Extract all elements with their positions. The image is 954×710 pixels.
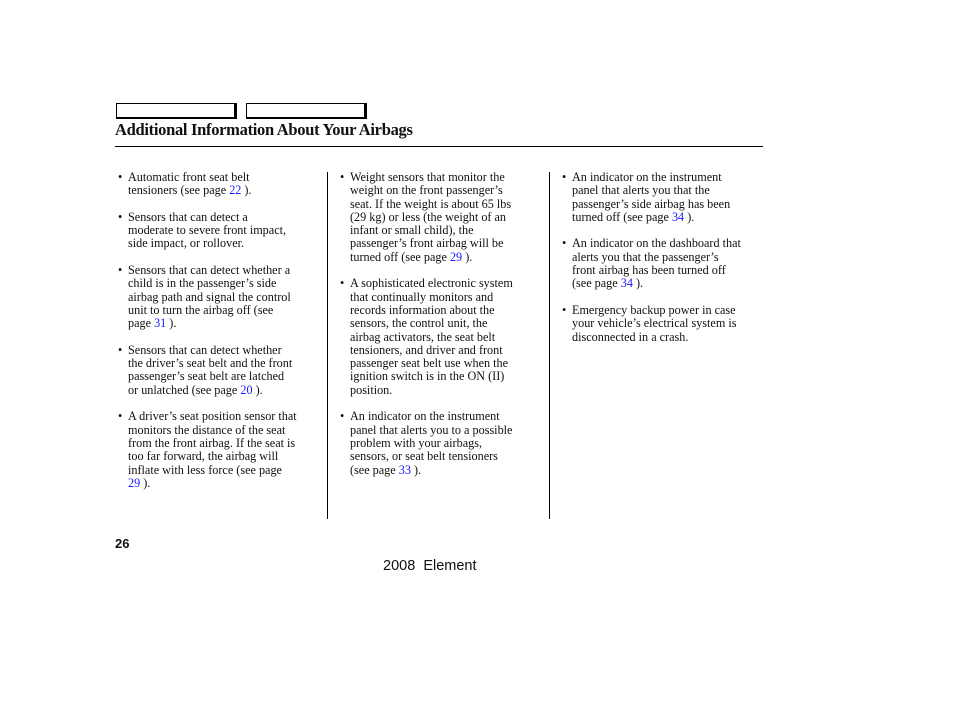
page-link[interactable]: 33: [398, 462, 411, 477]
line-text: the driver’s seat belt and the front: [128, 356, 293, 371]
line-text: Weight sensors that monitor the: [350, 170, 505, 184]
line-text-after: ).: [241, 183, 252, 198]
line-text: (see page: [572, 276, 621, 291]
text-line: [572, 317, 765, 330]
text-line: [572, 277, 765, 290]
footer-model: 2008 Element: [383, 558, 477, 574]
list-item: [562, 237, 765, 290]
line-text: passenger’s seat belt are latched: [128, 369, 285, 384]
text-line: [128, 211, 318, 224]
line-text: page: [128, 316, 155, 331]
line-text-after: ).: [410, 462, 422, 477]
page-link[interactable]: 31: [154, 316, 167, 331]
text-line: [128, 384, 318, 397]
line-text: too far forward, the airbag will: [128, 449, 279, 464]
text-line: [350, 357, 540, 370]
line-text: turned off (see page: [572, 209, 672, 224]
text-line: [128, 317, 318, 330]
line-text: position.: [350, 382, 393, 397]
text-line: [350, 410, 540, 423]
text-line: [350, 237, 540, 250]
text-line: [128, 450, 318, 463]
text-line: [350, 450, 540, 463]
text-line: [128, 344, 318, 357]
line-text: tensioners, and driver and front: [350, 342, 503, 357]
line-text: child is in the passenger’s side: [128, 276, 277, 291]
line-text: turned off (see page: [350, 249, 450, 264]
text-line: [350, 184, 540, 197]
text-line: [128, 410, 318, 423]
text-line: [350, 224, 540, 237]
title-rule: [115, 146, 763, 147]
text-line: [350, 211, 540, 224]
page-link[interactable]: 29: [449, 249, 463, 264]
list-item: [118, 344, 318, 397]
bullet-mark: •: [562, 302, 567, 317]
line-text: disconnected in a crash.: [572, 329, 689, 344]
line-text: inflate with less force (see page: [128, 462, 282, 477]
text-line: [572, 251, 765, 264]
line-text: (29 kg) or less (the weight of an: [350, 209, 507, 224]
line-text: (see page: [350, 462, 399, 477]
text-line: [128, 477, 318, 490]
line-text-after: ).: [166, 316, 177, 331]
text-line: [128, 291, 318, 304]
column-divider: [549, 172, 550, 519]
text-line: [128, 277, 318, 290]
bullet-mark: •: [118, 263, 123, 278]
line-text: panel that alerts you to a possible: [350, 422, 513, 437]
line-text: Sensors that can detect whether: [128, 342, 282, 357]
line-text: records information about the: [350, 302, 495, 317]
text-line: [350, 464, 540, 477]
text-line: [350, 171, 540, 184]
bullet-mark: •: [118, 170, 123, 184]
prev-nav-button[interactable]: [116, 103, 237, 119]
text-line: [350, 331, 540, 344]
text-line: [572, 331, 765, 344]
text-line: [350, 317, 540, 330]
list-item: [118, 410, 318, 490]
line-text: ignition switch is in the ON (II): [350, 369, 505, 384]
page-link[interactable]: 29: [128, 475, 141, 490]
line-text: seat. If the weight is about 65 lbs: [350, 196, 512, 211]
line-text: An indicator on the dashboard that: [572, 236, 741, 251]
text-line: [572, 171, 765, 184]
line-text-after: ).: [462, 249, 473, 264]
next-nav-button[interactable]: [246, 103, 367, 119]
list-item: [340, 171, 540, 264]
text-line: [128, 184, 318, 197]
line-text: your vehicle’s electrical system is: [572, 316, 737, 331]
text-line: [128, 224, 318, 237]
text-line: [350, 344, 540, 357]
text-line: [350, 291, 540, 304]
page-link[interactable]: 20: [240, 382, 253, 397]
line-text: alerts you that the passenger’s: [572, 249, 719, 264]
line-text: passenger seat belt use when the: [350, 356, 509, 371]
text-line: [350, 437, 540, 450]
line-text: side impact, or rollover.: [128, 236, 245, 251]
text-line: [572, 184, 765, 197]
line-text-after: ).: [632, 276, 644, 291]
text-line: [350, 251, 540, 264]
line-text: that continually monitors and: [350, 289, 494, 304]
bullet-mark: •: [562, 236, 567, 251]
page-link[interactable]: 34: [671, 209, 685, 224]
text-line: [350, 277, 540, 290]
page-number: 26: [115, 536, 130, 551]
text-line: [572, 237, 765, 250]
page-link[interactable]: 22: [229, 183, 242, 198]
bullet-mark: •: [340, 276, 345, 291]
text-column-1: [118, 171, 318, 503]
line-text: panel that alerts you that the: [572, 183, 710, 198]
text-line: [128, 237, 318, 250]
line-text: A driver’s seat position sensor that: [128, 409, 297, 424]
line-text: airbag path and signal the control: [128, 289, 291, 304]
list-item: [118, 211, 318, 251]
line-text: An indicator on the instrument: [572, 170, 722, 184]
line-text: tensioners (see page: [128, 183, 230, 198]
list-item: [562, 171, 765, 224]
line-text: sensors, or seat belt tensioners: [350, 449, 498, 464]
line-text: sensors, the control unit, the: [350, 316, 488, 331]
line-text: monitors the distance of the seat: [128, 422, 286, 437]
page-link[interactable]: 34: [620, 276, 633, 291]
column-divider: [327, 172, 328, 519]
line-text: problem with your airbags,: [350, 435, 483, 450]
line-text: or unlatched (see page: [128, 382, 241, 397]
page-title: Additional Information About Your Airbags: [115, 120, 413, 139]
text-line: [128, 370, 318, 383]
text-line: [572, 304, 765, 317]
line-text-after: ).: [684, 209, 695, 224]
line-text: Automatic front seat belt: [128, 170, 250, 184]
text-line: [128, 437, 318, 450]
line-text: front airbag has been turned off: [572, 263, 726, 278]
bullet-mark: •: [340, 170, 345, 184]
bullet-mark: •: [562, 170, 567, 184]
line-text: Sensors that can detect whether a: [128, 263, 291, 278]
text-line: [350, 304, 540, 317]
text-line: [572, 198, 765, 211]
line-text: moderate to severe front impact,: [128, 223, 287, 238]
text-line: [128, 264, 318, 277]
text-line: [350, 384, 540, 397]
line-text: airbag activators, the seat belt: [350, 329, 496, 344]
text-line: [572, 264, 765, 277]
line-text: Emergency backup power in case: [572, 302, 736, 317]
text-line: [350, 370, 540, 383]
line-text: weight on the front passenger’s: [350, 183, 503, 198]
text-line: [128, 424, 318, 437]
text-line: [128, 357, 318, 370]
line-text: Sensors that can detect a: [128, 209, 248, 224]
text-column-3: [562, 171, 765, 357]
line-text: A sophisticated electronic system: [350, 276, 513, 291]
text-line: [128, 171, 318, 184]
text-line: [128, 304, 318, 317]
list-item: [118, 171, 318, 198]
text-line: [128, 464, 318, 477]
line-text: passenger’s side airbag has been: [572, 196, 731, 211]
text-line: [350, 424, 540, 437]
line-text: unit to turn the airbag off (see: [128, 302, 274, 317]
bullet-mark: •: [118, 342, 123, 357]
bullet-mark: •: [340, 409, 345, 424]
bullet-mark: •: [118, 209, 123, 224]
list-item: [340, 410, 540, 476]
line-text: An indicator on the instrument: [350, 409, 500, 424]
list-item: [562, 304, 765, 344]
text-line: [350, 198, 540, 211]
line-text: from the front airbag. If the seat is: [128, 435, 296, 450]
text-line: [572, 211, 765, 224]
line-text-after: ).: [252, 382, 263, 397]
list-item: [118, 264, 318, 330]
line-text: infant or small child), the: [350, 223, 474, 238]
list-item: [340, 277, 540, 397]
text-column-2: [340, 171, 540, 490]
line-text-after: ).: [140, 475, 151, 490]
bullet-mark: •: [118, 409, 123, 424]
line-text: passenger’s front airbag will be: [350, 236, 504, 251]
